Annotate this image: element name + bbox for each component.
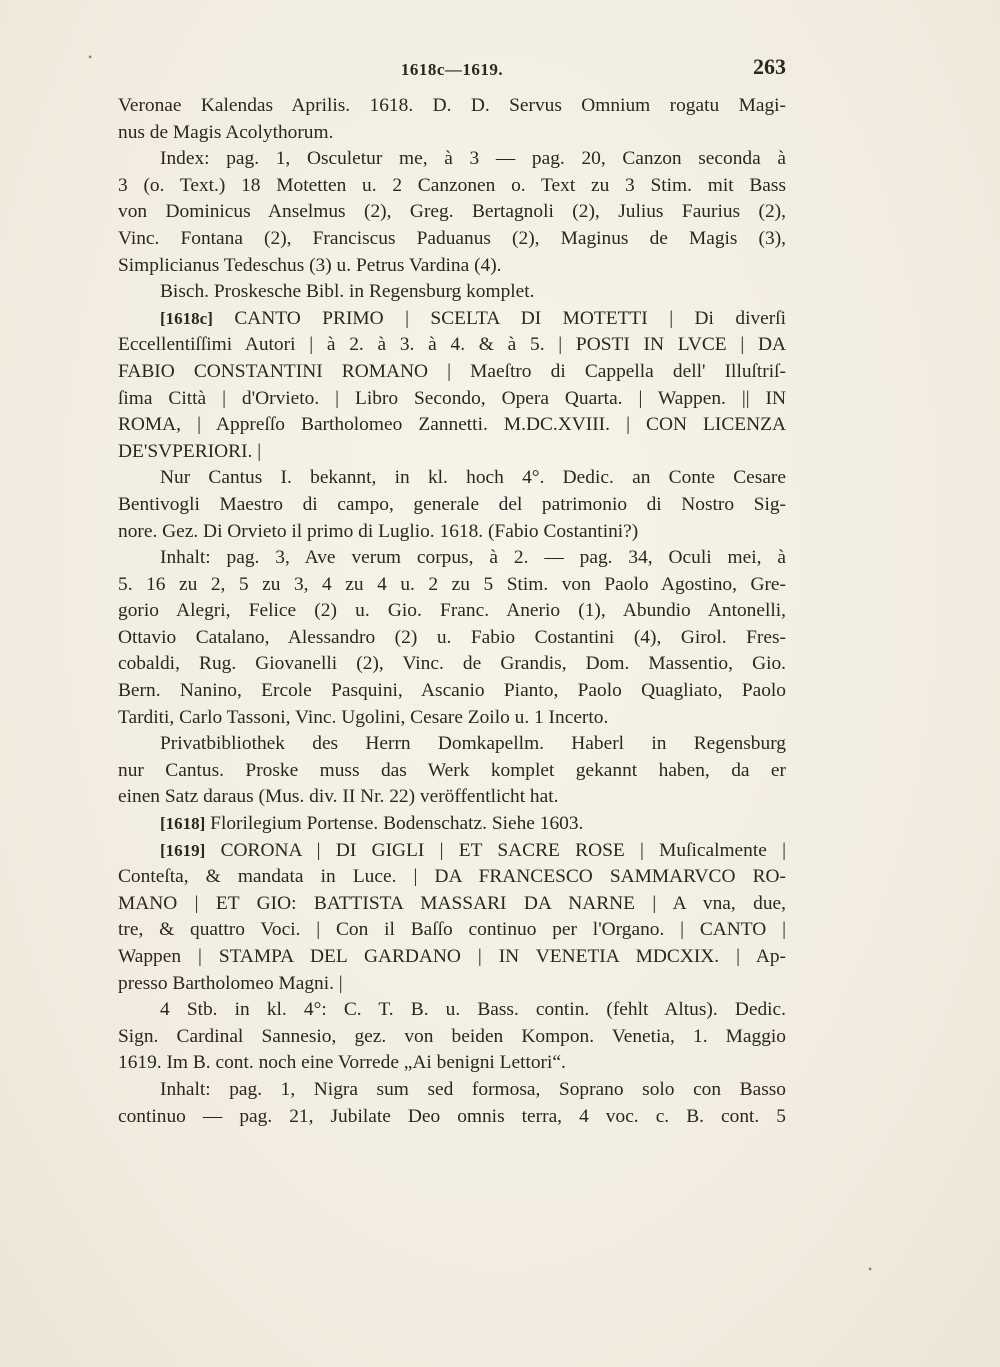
text-line (118, 1024, 786, 1051)
line-text: nus de Magis Acolythorum. (118, 121, 334, 143)
line-text: Vinc. Fontana (2), Franciscus Paduanus (2), Maginus de Magis (3), (118, 227, 786, 249)
speck-mark: • (88, 50, 93, 64)
text-line (118, 465, 786, 492)
line-text: tre, & quattro Voci. | Con il Baſſo continuo per l'Organo. | CANTO | (118, 919, 786, 941)
line-text: 4 Stb. in kl. 4°: C. T. B. u. Bass. contin. (fehlt Altus). Dedic. (160, 999, 786, 1021)
text-line (118, 784, 786, 811)
text-line (118, 545, 786, 572)
running-head: 1618c—1619. (400, 60, 504, 79)
line-text: Conteſta, & mandata in Luce. | DA FRANCESCO SAMMARVCO RO- (118, 866, 786, 888)
text-line (118, 412, 786, 439)
text-line (118, 944, 786, 971)
text-line (118, 226, 786, 253)
text-line (118, 332, 786, 359)
line-text: 5. 16 zu 2, 5 zu 3, 4 zu 4 u. 2 zu 5 Stim. von Paolo Agostino, Gre- (118, 573, 786, 595)
text-line (118, 891, 786, 918)
line-text: Inhalt: pag. 1, Nigra sum sed formosa, Soprano solo con Basso (160, 1078, 786, 1100)
text-line (118, 173, 786, 200)
text-line (118, 678, 786, 705)
line-text: Tarditi, Carlo Tassoni, Vinc. Ugolini, Cesare Zoilo u. 1 Incerto. (118, 706, 609, 728)
text-line (118, 519, 786, 546)
text-line (118, 598, 786, 625)
line-text: Ottavio Catalano, Alessandro (2) u. Fabio Costantini (4), Girol. Fres- (118, 626, 786, 648)
line-text: einen Satz daraus (Mus. div. II Nr. 22) veröffentlicht hat. (118, 786, 559, 808)
line-text: FABIO CONSTANTINI ROMANO | Maeſtro di Cappella dell' Illuſtriſ- (118, 360, 786, 382)
line-text: presso Bartholomeo Magni. | (118, 972, 343, 994)
line-text: Simplicianus Tedeschus (3) u. Petrus Vardina (4). (118, 254, 502, 276)
line-text: nore. Gez. Di Orvieto il primo di Luglio. 1618. (Fabio Costantini?) (118, 520, 639, 542)
line-text: Bern. Nanino, Ercole Pasquini, Ascanio Pianto, Paolo Quagliato, Paolo (118, 680, 786, 702)
text-line (118, 386, 786, 413)
text-line (118, 758, 786, 785)
line-text: ſima Città | d'Orvieto. | Libro Secondo, Opera Quarta. | Wappen. || IN (118, 387, 786, 409)
line-text: Inhalt: pag. 3, Ave verum corpus, à 2. — pag. 34, Oculi mei, à (160, 547, 786, 569)
text-line (118, 492, 786, 519)
text-line (118, 439, 786, 466)
line-text: Privatbibliothek des Herrn Domkapellm. Haberl in Regensburg (160, 733, 786, 755)
line-text: Florilegium Portense. Bodenschatz. Siehe 1603. (205, 813, 584, 835)
entry-reference: [1618] (160, 814, 206, 834)
line-text: nur Cantus. Proske muss das Werk komplet gekannt haben, da er (118, 759, 786, 781)
line-text: Index: pag. 1, Osculetur me, à 3 — pag. 20, Canzon seconda à (160, 148, 786, 170)
entry-reference: [1619] (160, 840, 206, 860)
text-line (118, 731, 786, 758)
page-header (118, 54, 786, 88)
text-line (118, 146, 786, 173)
text-line (118, 864, 786, 891)
speck-mark: • (868, 1262, 873, 1276)
text-line (118, 917, 786, 944)
line-text: 3 (o. Text.) 18 Motetten u. 2 Canzonen o. Text zu 3 Stim. mit Bass (118, 174, 786, 196)
text-line (118, 279, 786, 306)
text-line (118, 359, 786, 386)
text-line (118, 120, 786, 147)
text-line (118, 625, 786, 652)
text-line (118, 572, 786, 599)
text-line (118, 199, 786, 226)
body-text (118, 93, 786, 1130)
text-line (118, 997, 786, 1024)
line-text: cobaldi, Rug. Giovanelli (2), Vinc. de Grandis, Dom. Massentio, Gio. (118, 653, 786, 675)
line-text: CANTO PRIMO | SCELTA DI MOTETTI | Di diverſi (212, 307, 786, 329)
line-text: ROMA, | Appreſſo Bartholomeo Zannetti. M.DC.XVIII. | CON LICENZA (118, 414, 786, 436)
line-text: 1619. Im B. cont. noch eine Vorrede „Ai benigni Lettori“. (118, 1052, 566, 1074)
text-line (118, 651, 786, 678)
text-line (118, 1104, 786, 1131)
line-text: Eccellentiſſimi Autori | à 2. à 3. à 4. & à 5. | POSTI IN LVCE | DA (118, 334, 786, 356)
line-text: Sign. Cardinal Sannesio, gez. von beiden Kompon. Venetia, 1. Maggio (118, 1025, 786, 1047)
text-line (118, 811, 786, 838)
line-text: Veronae Kalendas Aprilis. 1618. D. D. Servus Omnium rogatu Magi- (118, 95, 786, 116)
line-text: von Dominicus Anselmus (2), Greg. Bertagnoli (2), Julius Faurius (2), (118, 201, 786, 223)
text-line (118, 1077, 786, 1104)
text-line (118, 306, 786, 333)
line-text: CORONA | DI GIGLI | ET SACRE ROSE | Muſicalmente | (205, 839, 786, 861)
line-text: continuo — pag. 21, Jubilate Deo omnis terra, 4 voc. c. B. cont. 5 (118, 1105, 786, 1127)
text-line (118, 705, 786, 732)
text-line (118, 838, 786, 865)
text-line (118, 93, 786, 120)
line-text: Bentivogli Maestro di campo, generale del patrimonio di Nostro Sig- (118, 493, 786, 515)
text-line (118, 253, 786, 280)
page-number: 263 (753, 54, 786, 79)
line-text: Bisch. Proskesche Bibl. in Regensburg komplet. (160, 281, 535, 303)
line-text: gorio Alegri, Felice (2) u. Gio. Franc. Anerio (1), Abundio Antonelli, (118, 600, 786, 622)
entry-reference: [1618c] (160, 308, 213, 328)
line-text: Wappen | STAMPA DEL GARDANO | IN VENETIA MDCXIX. | Ap- (118, 946, 786, 967)
text-line (118, 1050, 786, 1077)
text-line (118, 971, 786, 998)
line-text: DE'SVPERIORI. | (118, 440, 262, 462)
line-text: Nur Cantus I. bekannt, in kl. hoch 4°. Dedic. an Conte Cesare (160, 467, 786, 489)
line-text: MANO | ET GIO: BATTISTA MASSARI DA NARNE | A vna, due, (118, 892, 786, 914)
